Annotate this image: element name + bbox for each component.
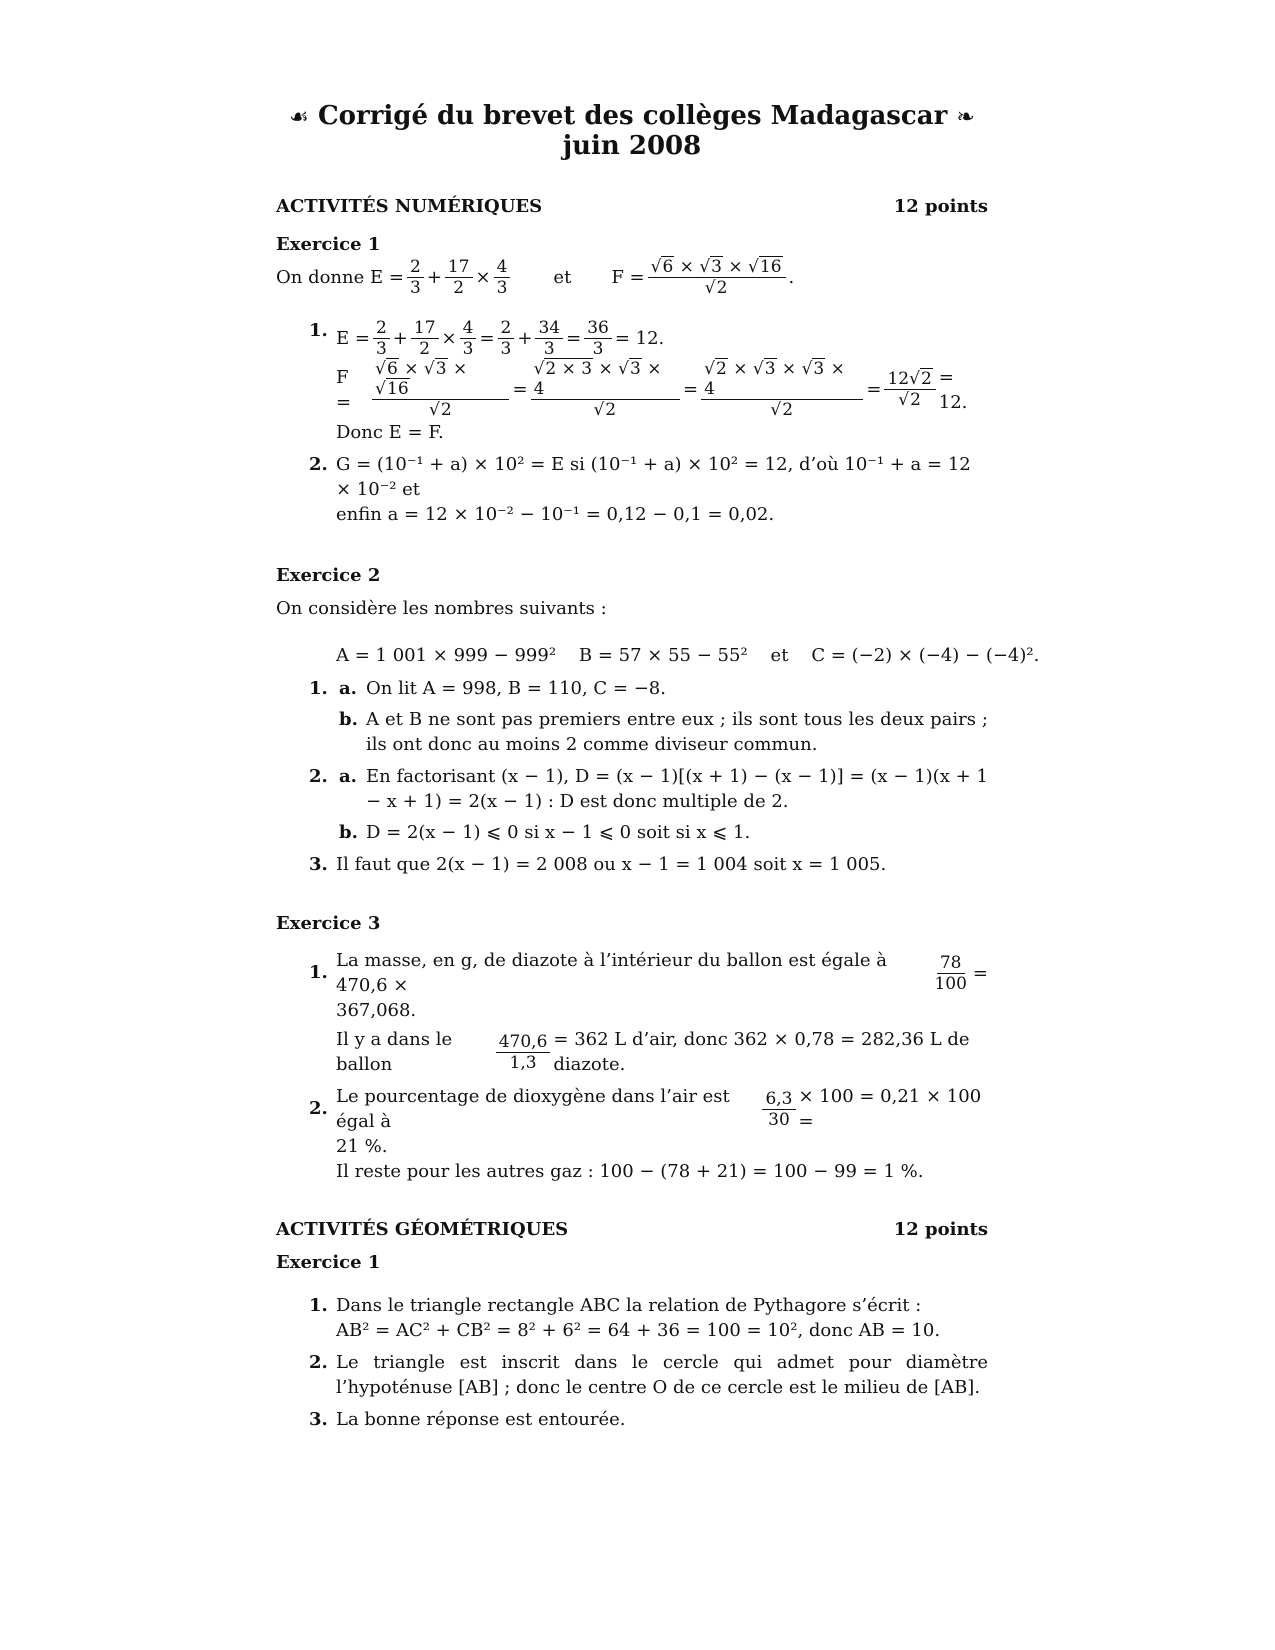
conclusion: Donc E = F. [336, 422, 444, 443]
ex1-given: On donne E = $\frac{2}{3}$ + $\frac{17}{2}$ × $\frac{4}{3}$ et F = $\frac{√6 \times √3 \times √16}{√2}$ . [276, 257, 795, 298]
f-label: F = [611, 267, 645, 288]
list-item: 2. a. En factorisant (x − 1), D = (x − 1)[(x + 1) − (x − 1)] = (x − 1)(x + 1 − x + 1) = 2(x − 1) : D est donc multiple de 2. b. D = 2(x − 1) ⩽ 0 si x − 1 ⩽ 0 soit si x ⩽ 1. [309, 766, 988, 843]
fraction: $\frac{17}{2}$ [445, 257, 473, 298]
ex2-numbers: A = 1 001 × 999 − 999² B = 57 × 55 − 55² et C = (−2) × (−4) − (−4)². [336, 645, 1040, 666]
ex3-list [276, 948, 988, 1184]
section-points: 12 points [893, 1219, 988, 1240]
section-title: ACTIVITÉS NUMÉRIQUES [276, 196, 543, 217]
document-title [276, 102, 988, 161]
list-item: 1. a. On lit A = 998, B = 110, C = −8. b. A et B ne sont pas premiers entre eux ; ils sont tous les deux pairs ; ils ont donc au moins 2 comme diviseur commun. [309, 678, 988, 755]
list-item: 3. Il faut que 2(x − 1) = 2 008 ou x − 1 = 1 004 soit x = 1 005. [309, 854, 887, 875]
ornament-right-icon: ❧ [956, 105, 975, 130]
geo1-list [276, 1293, 988, 1432]
exercise-title: Exercice 3 [276, 913, 381, 934]
section-numeric-header [276, 196, 988, 217]
section-geometric-header [276, 1219, 988, 1240]
exercise-title: Exercice 1 [276, 234, 381, 255]
ex2-list [276, 676, 988, 877]
document-page [276, 101, 1040, 1439]
g-line-1: G = (10⁻¹ + a) × 10² = E si (10⁻¹ + a) × 10² = 12, d’où 10⁻¹ + a = 12 × 10⁻² et [336, 454, 971, 500]
fraction: $\frac{2}{3}$ [407, 257, 424, 298]
list-item: 2. Le triangle est inscrit dans le cercle qui admet pour diamètre l’hypoténuse [AB] ; donc le centre O de ce cercle est le milieu de [AB]. [309, 1352, 988, 1398]
list-item: 1. La masse, en g, de diazote à l’intérieur du ballon est égale à 470,6 × $\frac{78}{100}$ = 367,068. Il y a dans le ballon $\frac{470,6}{1,3}$ = 362 L d’air, donc 362 × 0,78 = 282,36 L de diazote. [309, 950, 988, 1075]
ornament-left-icon: ☙ [289, 105, 309, 130]
list-item: 2. G = (10⁻¹ + a) × 10² = E si (10⁻¹ + a) × 10² = 12, d’où 10⁻¹ + a = 12 × 10⁻² et enfin a = 12 × 10⁻² − 10⁻¹ = 0,12 − 0,1 = 0,02. [276, 452, 988, 527]
exercise-title: Exercice 2 [276, 565, 381, 586]
title-line-2: juin 2008 [562, 131, 702, 161]
e-computation: E = $\frac{2}{3}$ + $\frac{17}{2}$ × $\frac{4}{3}$ = $\frac{2}{3}$ + $\frac{34}{3}$ = $\frac{36}{3}$ = 12. [336, 318, 665, 359]
section-title: ACTIVITÉS GÉOMÉTRIQUES [276, 1219, 569, 1240]
conjunction-et: et [553, 267, 572, 288]
f-computation: F = $\frac{√6 \times √3 \times √16}{√2}$ = $\frac{√2 \times 3 \times √3 \times 4}{√2}$ = $\frac{√2 \times √3 \times √3 \times 4}{√2}$ = $\frac{12√2}{√2}$ = 12. [336, 359, 968, 420]
list-item: 3. La bonne réponse est entourée. [309, 1409, 626, 1430]
fraction: $\frac{√6 \times √3 \times √16}{√2}$ [648, 257, 786, 298]
section-points: 12 points [893, 196, 988, 217]
exercise-title: Exercice 1 [276, 1252, 381, 1273]
given-prefix: On donne E = [276, 267, 404, 288]
list-item: 1. E = $\frac{2}{3}$ + $\frac{17}{2}$ × $\frac{4}{3}$ = $\frac{2}{3}$ + $\frac{34}{3}$ = $\frac{36}{3}$ = 12. F = $\frac{√6 \times √3 \times √16}{√2}$ = $\frac{√2 \times 3 \times √3 \times 4}{√2}$ = $\frac{√2 \times √3 \times √3 \times 4}{√2}$ = $\frac{12√2}{√2}$ = 12. Donc E = F. [276, 318, 988, 445]
title-line-1: Corrigé du brevet des collèges Madagascar [317, 101, 948, 131]
ex1-list [276, 318, 988, 527]
list-item: 1. Dans le triangle rectangle ABC la relation de Pythagore s’écrit : AB² = AC² + CB² = 8² + 6² = 64 + 36 = 100 = 10², donc AB = 10. [309, 1295, 941, 1341]
list-item: 2. Le pourcentage de dioxygène dans l’air est égal à $\frac{6,3}{30}$ × 100 = 0,21 × 100 = 21 %. Il reste pour les autres gaz : 100 − (78 + 21) = 100 − 99 = 1 %. [309, 1086, 982, 1182]
ex2-intro: On considère les nombres suivants : [276, 598, 607, 619]
g-line-2: enfin a = 12 × 10⁻² − 10⁻¹ = 0,12 − 0,1 = 0,02. [336, 504, 775, 525]
fraction: $\frac{4}{3}$ [494, 257, 511, 298]
